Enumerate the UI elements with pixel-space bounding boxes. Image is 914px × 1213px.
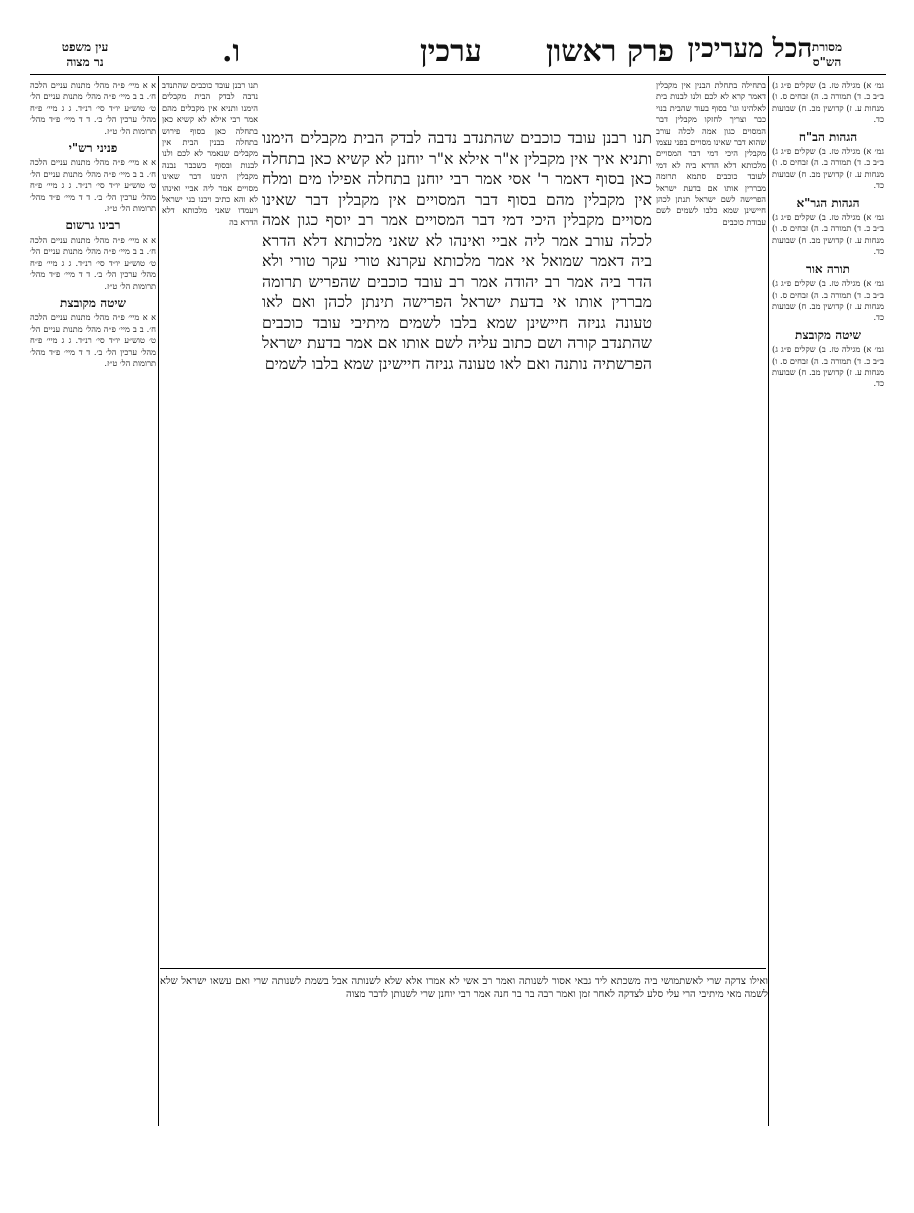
right-column-divider [768, 76, 769, 1126]
hagahot-habach-text: גמ׳ א) מגילה טז. ב) שקלים פ״ג ג) ב״ב כ. ד) תמורה ב. ה) זבחים ס. ו) מנחות ע. ז) קדושין מב. ח) שבועות כד. [772, 146, 884, 191]
header-rule [30, 74, 886, 75]
page-header [0, 28, 914, 72]
gemara-text: תנו רבנן עובד כוכבים שהתנדב נדבה לבדק הבית מקבלים הימנו ותניא איך אין מקבלין א"ר אילא א"ר יוחנן לא קשיא כאן בתחלה כאן בסוף דאמר ר' אסי אמר רבי יוחנן בתחלה אפילו מים ומלח אין מקבלין מהם בסוף דבר המסויים אין מקבלין דבר שאינו מסויים מקבלין היכי דמי דבר המסויים אמר רב יוסף כגון אמה לכלה עורב אמר ליה אביי ואינהו לא שאני מלכותא דלא הדרא ביה דאמר שמואל אי אמר מלכותא עקרנא טורי עקר טורי ולא הדר ביה אמר רב יהודה אמר רב עובד כוכבים שהפריש תרומה מבררין אותו אי בדעת ישראל הפרישה תינתן לכהן ואם לאו טעונה גניזה חיישינן שמא בלבו לשמים מיתיבי עובד כוכבים שהתנדב קורה ושם כתוב עליה לשם אותו אם אמר בדעת ישראל הפרשתיה נותנה ואם לאו טעונה גניזה חיישינן שמא בלבו לשמים [262, 128, 652, 373]
hagahot-habach-heading: הגהות הב"ח [798, 129, 858, 144]
mishnah-title: הכל מעריכין [687, 34, 813, 64]
hagahot-hagra-heading: הגהות הגר"א [796, 195, 860, 210]
tractate-name: ערכין [420, 34, 482, 69]
ein-mishpat-text: א א מיי׳ פ״ה מהל׳ מתנות עניים הלכה ח׳. ב ב מיי׳ פ״ה מהל׳ מתנות עניים הל׳ ט׳ טוש״ע יו״ד סי׳ רנ״ד. ג ג מיי׳ פ״ח מהל׳ ערכין הל׳ ב׳. ד ד מיי׳ פ״ד מהל׳ תרומות הל׳ ט״ז. [30, 80, 156, 136]
torah-or-text: גמ׳ א) מגילה טז. ב) שקלים פ״ג ג) ב״ב כ. ד) תמורה ב. ה) זבחים ס. ו) מנחות ע. ז) קדושין מב. ח) שבועות כד. [772, 278, 884, 323]
bottom-commentary [160, 975, 768, 1125]
hagahot-hagra-text: גמ׳ א) מגילה טז. ב) שקלים פ״ג ג) ב״ב כ. ד) תמורה ב. ה) זבחים ס. ו) מנחות ע. ז) קדושין מב. ח) שבועות כד. [772, 212, 884, 257]
left-margin [30, 80, 156, 1125]
rabbeinu-gershom-text: א א מיי׳ פ״ה מהל׳ מתנות עניים הלכה ח׳. ב ב מיי׳ פ״ה מהל׳ מתנות עניים הל׳ ט׳ טוש״ע יו״ד סי׳ רנ״ד. ג ג מיי׳ פ״ח מהל׳ ערכין הל׳ ב׳. ד ד מיי׳ פ״ד מהל׳ תרומות הל׳ ט״ז. [30, 234, 156, 291]
right-title: מסורת הש"ס [811, 40, 843, 69]
pnei-rashi-heading: פניני רש"י [68, 141, 118, 156]
shita-mekubetzet-2-heading: שיטה מקובצת [60, 295, 126, 310]
left-title: עין משפט נר מצוה [61, 40, 109, 69]
torah-or-heading: תורה אור [805, 261, 851, 276]
tosafot-text: תנו רבנן עובד כוכבים שהתנדב נדבה לבדק הבית מקבלים הימנו ותניא אין מקבלים מהם אמר רבי אילא לא קשיא כאן בתחלה כאן בסוף פירוש בתחלה בבנין הבית אין מקבלים שנאמר לא לכם ולנו לבנות ובסוף כשכבר נבנה מקבלין הימנו דבר שאינו מסויים אמר ליה אביי ואינהו לא והא כתיב ויבנו בני ישראל ויעמדו שאני מלכותא דלא הדרא בה [162, 80, 258, 227]
daf-number: ו. [222, 34, 241, 69]
bottom-rule [160, 968, 766, 969]
shita-mekubetzet-2-text: א א מיי׳ פ״ה מהל׳ מתנות עניים הלכה ח׳. ב ב מיי׳ פ״ה מהל׳ מתנות עניים הל׳ ט׳ טוש״ע יו״ד סי׳ רנ״ד. ג ג מיי׳ פ״ח מהל׳ ערכין הל׳ ב׳. ד ד מיי׳ פ״ד מהל׳ תרומות הל׳ ט״ז. [30, 312, 156, 368]
shita-mekubetzet-heading: שיטה מקובצת [795, 327, 861, 342]
gemara-main-text [262, 128, 652, 938]
pnei-rashi-text: א א מיי׳ פ״ה מהל׳ מתנות עניים הלכה ח׳. ב ב מיי׳ פ״ה מהל׳ מתנות עניים הל׳ ט׳ טוש״ע יו״ד סי׳ רנ״ד. ג ג מיי׳ פ״ח מהל׳ ערכין הל׳ ב׳. ד ד מיי׳ פ״ד מהל׳ תרומות הל׳ ט״ז. [30, 157, 156, 214]
left-column-divider [158, 76, 159, 1126]
chapter-name: פרק ראשון [545, 34, 675, 69]
masoret-hashas: גמ׳ א) מגילה טז. ב) שקלים פ״ג ג) ב״ב כ. ד) תמורה ב. ה) זבחים ס. ו) מנחות ע. ז) קדושין מב. ח) שבועות כד. [772, 80, 884, 125]
tosafot-commentary [162, 80, 258, 970]
shita-mekubetzet-text: גמ׳ א) מגילה טז. ב) שקלים פ״ג ג) ב״ב כ. ד) תמורה ב. ה) זבחים ס. ו) מנחות ע. ז) קדושין מב. ח) שבועות כד. [772, 344, 884, 389]
bottom-text: ואילו צדקה שרי לאשתמושי ביה משכתא ליד גבאי אסור לשנותה ואמר רב אשי לא אמרו אלא שלא לשנותה אבל בשמת לשנותה שרי ואם עשאו ישראל שלא לשמה מאי מיתיבי הרי עלי סלע לצדקה לאחר זמן ואמר רבה בר בר חנה אמר רבי יוחנן שרי לשנותן לדבר מצוה [160, 976, 768, 1000]
right-margin [772, 80, 884, 1125]
rabbeinu-gershom-heading: רבינו גרשום [65, 218, 121, 233]
rashi-commentary [656, 80, 766, 970]
rashi-text: בתחילה בתחלת הבנין אין מקבלין דאמר קרא לא לכם ולנו לבנות בית לאלהינו וגו' בסוף בעוד שהבית בנוי כבר וצריך לחזקו מקבלין דבר המסוים כגון אמה לכלה עורב שהוא דבר שאינו מסויים בפני עצמו מקבלין היכי דמי דבר המסויים מלכותא דלא הדרא ביה לא דמי לעובד כוכבים סתמא תרומה מבררין אותו אם בדעת ישראל הפרישה לשם ישראל תנתן לכהן חיישינן שמא בלבו לשמים לשם עבודת כוכבים [656, 80, 766, 227]
